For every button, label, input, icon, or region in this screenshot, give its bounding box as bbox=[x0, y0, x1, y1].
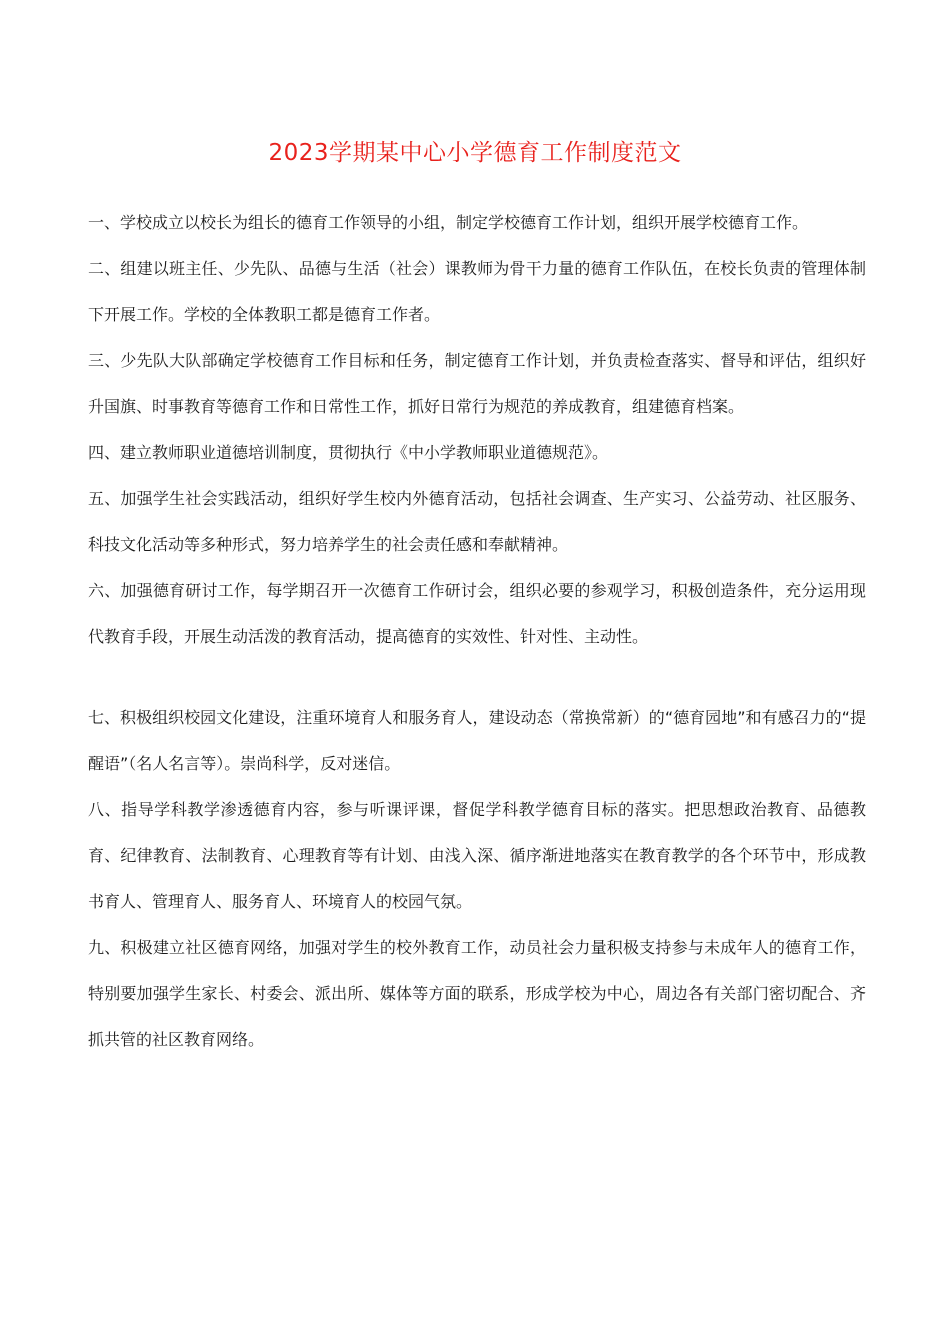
paragraph-2: 二、组建以班主任、少先队、品德与生活（社会）课教师为骨干力量的德育工作队伍，在校长负责的管理体制下开展工作。学校的全体教职工都是德育工作者。 bbox=[88, 259, 866, 324]
paragraph-3: 三、少先队大队部确定学校德育工作目标和任务，制定德育工作计划，并负责检查落实、督导和评估，组织好升国旗、时事教育等德育工作和日常性工作，抓好日常行为规范的养成教育，组建德育档案。 bbox=[88, 351, 866, 416]
paragraph-5: 五、加强学生社会实践活动，组织好学生校内外德育活动，包括社会调查、生产实习、公益劳动、社区服务、科技文化活动等多种形式，努力培养学生的社会责任感和奉献精神。 bbox=[88, 489, 866, 554]
document-body bbox=[88, 200, 866, 1063]
paragraph-9: 九、积极建立社区德育网络，加强对学生的校外教育工作，动员社会力量积极支持参与未成年人的德育工作，特别要加强学生家长、村委会、派出所、媒体等方面的联系，形成学校为中心，周边各有关部门密切配合、齐抓共管的社区教育网络。 bbox=[88, 938, 866, 1049]
paragraph-8: 八、指导学科教学渗透德育内容，参与听课评课，督促学科教学德育目标的落实。把思想政治教育、品德教育、纪律教育、法制教育、心理教育等有计划、由浅入深、循序渐进地落实在教育教学的各个环节中，形成教书育人、管理育人、服务育人、环境育人的校园气氛。 bbox=[88, 800, 866, 911]
document-title: 2023学期某中心小学德育工作制度范文 bbox=[268, 140, 682, 166]
paragraph-6: 六、加强德育研讨工作，每学期召开一次德育工作研讨会，组织必要的参观学习，积极创造条件，充分运用现代教育手段，开展生动活泼的教育活动，提高德育的实效性、针对性、主动性。 bbox=[88, 581, 866, 646]
paragraph-1: 一、学校成立以校长为组长的德育工作领导的小组，制定学校德育工作计划，组织开展学校德育工作。 bbox=[88, 213, 809, 232]
paragraph-4: 四、建立教师职业道德培训制度，贯彻执行《中小学教师职业道德规范》。 bbox=[88, 443, 609, 462]
paragraph-7: 七、积极组织校园文化建设，注重环境育人和服务育人，建设动态（常换常新）的“德育园地”和有感召力的“提醒语”（名人名言等）。崇尚科学，反对迷信。 bbox=[88, 708, 866, 773]
